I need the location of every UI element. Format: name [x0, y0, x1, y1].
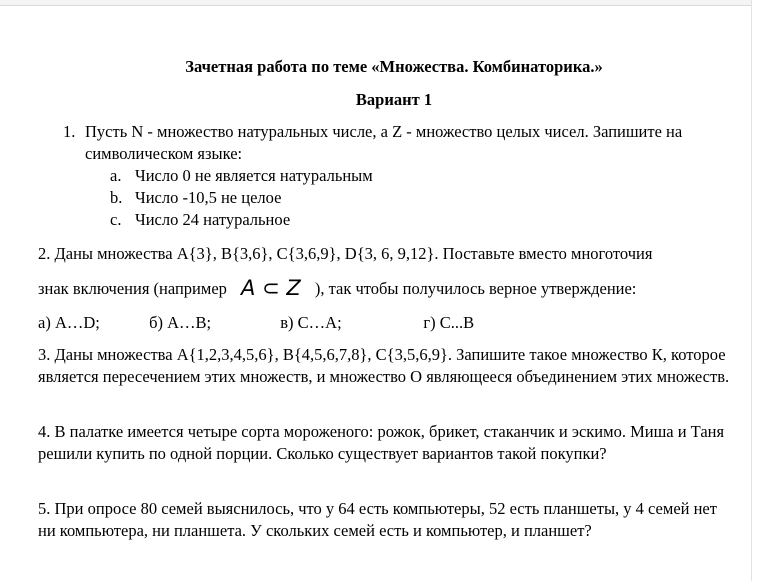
question-2-line-2-start: знак включения (например — [38, 279, 227, 298]
item-letter: b. — [110, 188, 123, 207]
item-text: Число -10,5 не целое — [135, 188, 282, 207]
option-c: в) С…А; — [280, 313, 342, 332]
window-right-border — [751, 0, 758, 581]
question-1-text: Пусть N - множество натуральных числе, а Z - множество целых чисел. Запишите на символическом языке: — [85, 122, 683, 163]
question-5: 5. При опросе 80 семей выяснилось, что у 64 есть компьютеры, 52 есть планшеты, у 4 семей нет ни компьютера, ни планшета. У скольких семей есть и компьютер, и планшет? — [38, 499, 717, 540]
item-text: Число 0 не является натуральным — [135, 166, 373, 185]
page-title: Зачетная работа по теме «Множества. Комбинаторика.» — [185, 57, 603, 76]
document-page — [38, 0, 750, 581]
option-b: б) А…В; — [149, 313, 212, 332]
question-2-line-2-end: ), так чтобы получилось верное утверждение: — [314, 279, 637, 298]
question-4: 4. В палатке имеется четыре сорта мороженого: рожок, брикет, стаканчик и эскимо. Миша и Таня решили купить по одной порции. Сколько существует вариантов такой покупки? — [38, 422, 725, 463]
variant-heading: Вариант 1 — [355, 90, 433, 109]
option-d: г) С...В — [423, 313, 475, 332]
question-2-line-1: 2. Даны множества А{3}, В{3,6}, С{3,6,9}, D{3, 6, 9,12}. Поставьте вместо многоточия — [38, 244, 653, 263]
item-letter: c. — [110, 210, 122, 229]
item-letter: a. — [110, 166, 122, 185]
question-1-number: 1. — [63, 122, 76, 141]
option-a: а) А…D; — [38, 313, 100, 332]
question-2-options — [38, 312, 750, 334]
subset-formula: A ⊂ Z — [241, 276, 301, 300]
question-2-line-2 — [38, 276, 750, 300]
item-text: Число 24 натуральное — [135, 210, 291, 229]
question-3: 3. Даны множества А{1,2,3,4,5,6}, В{4,5,6,7,8}, С{3,5,6,9}. Запишите такое множество К, которое является пересечением этих множеств, и множество О являющееся объединением этих множеств. — [38, 345, 730, 386]
